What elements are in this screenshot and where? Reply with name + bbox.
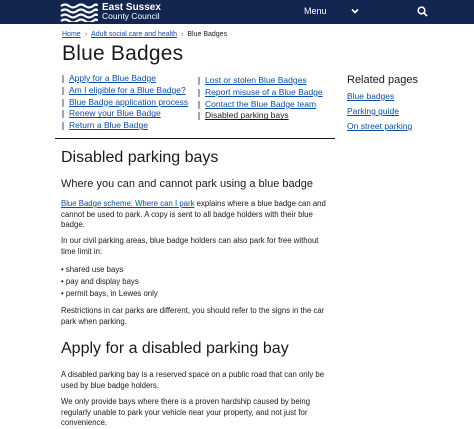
logo-line2: County Council xyxy=(102,11,160,21)
chevron-right-icon: › xyxy=(84,31,88,38)
page-contents-left xyxy=(62,73,188,132)
page-contents-right xyxy=(198,75,323,122)
paragraph-hardship: We only provide bays where there is a proven hardship caused by being regularly unable to park your vehicle near your property, and not just for convenience. xyxy=(61,397,311,428)
divider xyxy=(55,138,335,139)
list-item: • shared use bays xyxy=(61,264,158,276)
toc-return-link[interactable]: Return a Blue Badge xyxy=(69,120,148,131)
bay-type-list xyxy=(61,264,158,300)
list-item: • pay and display bays xyxy=(61,276,158,288)
section-title-apply-bay: Apply for a disabled parking bay xyxy=(61,340,289,357)
toc-eligible-link[interactable]: Am I eligible for a Blue Badge? xyxy=(69,84,186,95)
section-subtitle: Where you can and cannot park using a blue badge xyxy=(61,178,313,190)
related-pages-title: Related pages xyxy=(347,74,418,86)
site-header xyxy=(0,0,474,24)
chevron-right-icon: › xyxy=(181,31,184,38)
paragraph-restrictions: Restrictions in car parks are different, you should refer to the signs in the car park when parking. xyxy=(61,306,325,326)
page-title: Blue Badges xyxy=(62,42,184,65)
toc-contact-link[interactable]: Contact the Blue Badge team xyxy=(205,98,317,109)
related-on-street-link[interactable]: On street parking xyxy=(347,121,413,131)
search-icon[interactable] xyxy=(417,6,428,17)
paragraph-where-park-text: explains where a blue badge can and cannot be used to park. A copy is sent to all badge holders with their blue badge. xyxy=(61,199,326,230)
paragraph-civil-parking: In our civil parking areas, blue badge holders can also park for free without time limit in: xyxy=(61,236,319,256)
toc-lost-link[interactable]: Lost or stolen Blue Badges xyxy=(205,75,307,85)
where-can-i-park-link[interactable]: Blue Badge scheme: Where can I park xyxy=(61,199,195,208)
chevron-down-icon[interactable] xyxy=(350,6,360,16)
paragraph-where-park xyxy=(61,199,331,231)
breadcrumb-current: Blue Badges xyxy=(187,31,228,38)
logo-line1: East Sussex xyxy=(102,2,161,13)
toc-process-link[interactable]: Blue Badge application process xyxy=(69,96,189,107)
waves-logo-icon xyxy=(60,2,98,22)
related-parking-guide-link[interactable]: Parking guide xyxy=(347,106,399,116)
related-pages xyxy=(347,74,418,134)
menu-button[interactable]: Menu xyxy=(304,6,327,16)
toc-misuse-link[interactable]: Report misuse of a Blue Badge xyxy=(205,86,323,97)
related-blue-badges-link[interactable]: Blue badges xyxy=(347,91,395,101)
breadcrumb-adult-social-care[interactable]: Adult social care and health xyxy=(91,31,178,38)
logo-text xyxy=(102,3,161,21)
breadcrumb-home[interactable]: Home xyxy=(62,31,81,38)
council-logo[interactable] xyxy=(60,1,161,23)
toc-apply-link[interactable]: Apply for a Blue Badge xyxy=(69,73,156,83)
toc-parking-bays-current[interactable]: Disabled parking bays xyxy=(205,110,289,121)
list-item: • permit bays, in Lewes only xyxy=(61,288,158,300)
section-title-parking-bays: Disabled parking bays xyxy=(61,149,219,166)
paragraph-reserved-space: A disabled parking bay is a reserved space on a public road that can only be used by blue badge holders. xyxy=(61,370,325,390)
breadcrumb xyxy=(62,31,227,38)
toc-renew-link[interactable]: Renew your Blue Badge xyxy=(69,108,161,119)
